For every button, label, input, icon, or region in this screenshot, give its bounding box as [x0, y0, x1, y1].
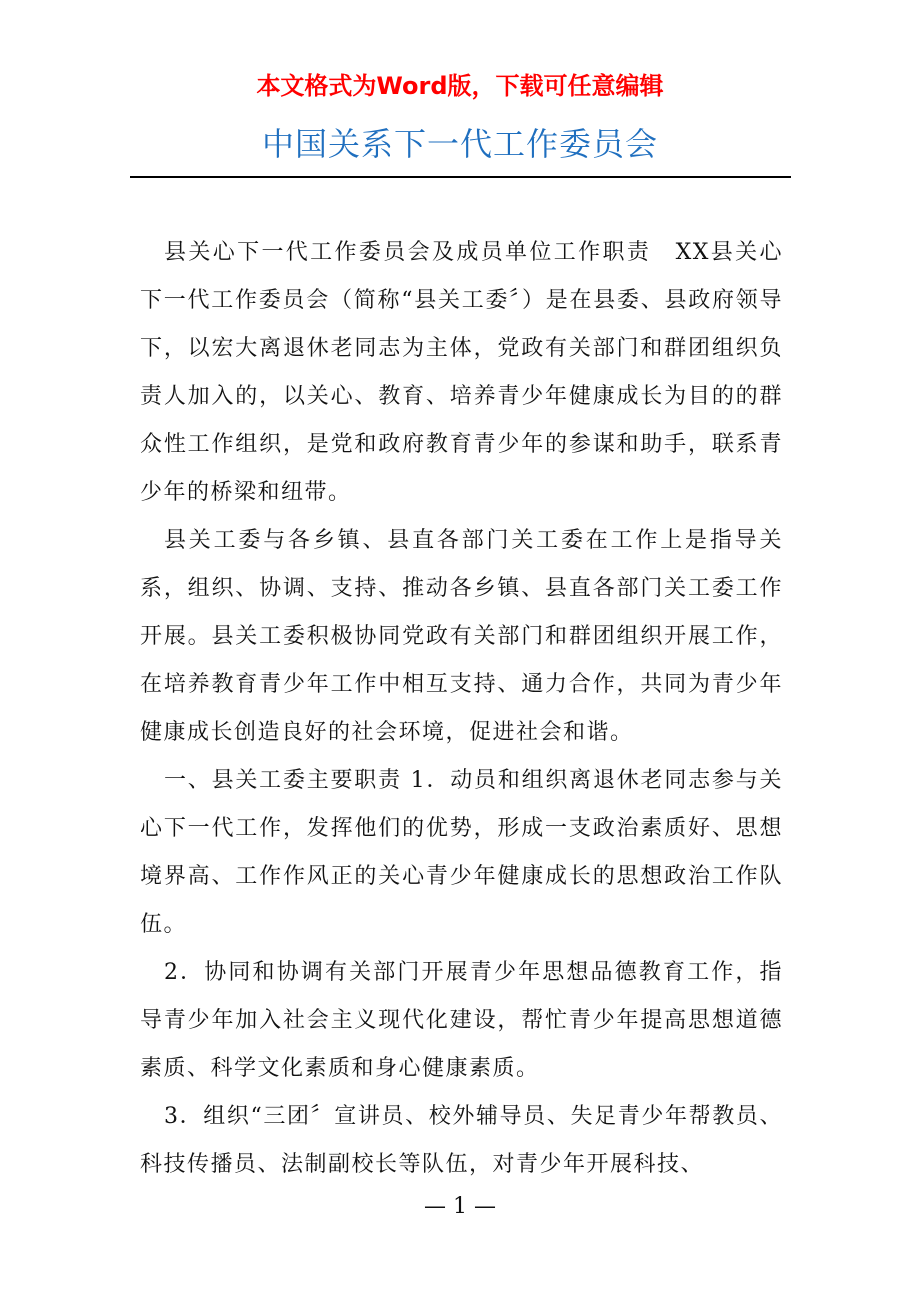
- header-divider: [130, 176, 791, 178]
- document-body: [140, 229, 783, 1189]
- paragraph-4: 2．协同和协调有关部门开展青少年思想品德教育工作，指导青少年加入社会主义现代化建设，帮忙青少年提高思想道德素质、科学文化素质和身心健康素质。: [140, 960, 783, 1081]
- paragraph-3: 一、县关工委主要职责 1．动员和组织离退休老同志参与关心下一代工作，发挥他们的优势，形成一支政治素质好、思想境界高、工作作风正的关心青少年健康成长的思想政治工作队伍。: [140, 768, 783, 937]
- paragraph-5: 3．组织“三团〞宣讲员、校外辅导员、失足青少年帮教员、科技传播员、法制副校长等队伍，对青少年开展科技、: [140, 1104, 783, 1177]
- document-title: 中国关系下一代工作委员会: [261, 125, 658, 163]
- page-number: — 1 —: [424, 1194, 496, 1219]
- word-format-banner: 本文格式为Word版，下载可任意编辑: [256, 72, 664, 100]
- paragraph-1: 县关心下一代工作委员会及成员单位工作职责 XX县关心下一代工作委员会（简称“县关工委〞）是在县委、县政府领导下，以宏大离退休老同志为主体，党政有关部门和群团组织负责人加入的，以关心、教育、培养青少年健康成长为目的的群众性工作组织，是党和政府教育青少年的参谋和助手，联系青少年的桥梁和纽带。: [140, 240, 783, 505]
- paragraph-2: 县关工委与各乡镇、县直各部门关工委在工作上是指导关系，组织、协调、支持、推动各乡镇、县直各部门关工委工作开展。县关工委积极协同党政有关部门和群团组织开展工作，在培养教育青少年工作中相互支持、通力合作，共同为青少年健康成长创造良好的社会环境，促进社会和谐。: [140, 528, 783, 745]
